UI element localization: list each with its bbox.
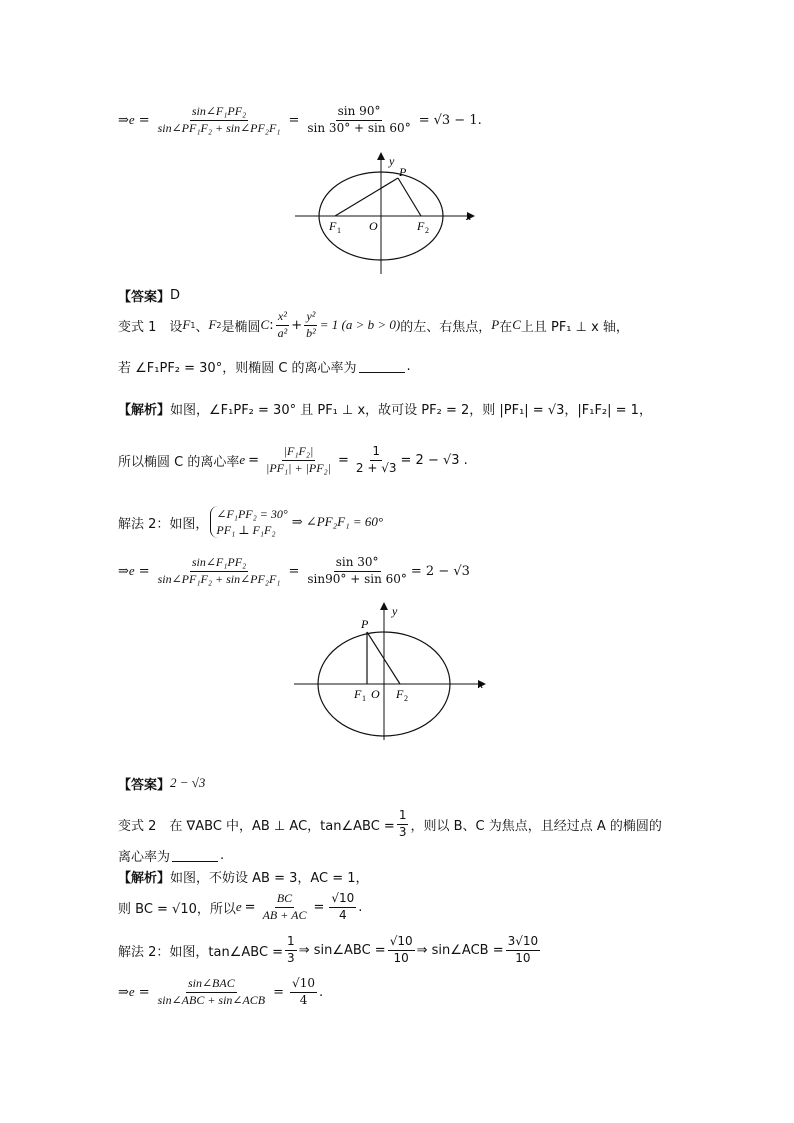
label-f1-sub: 1	[337, 226, 341, 235]
ellipse-figure-2	[292, 600, 492, 742]
eccentricity-line-1	[118, 100, 482, 140]
variant-1-line-2: 若 ∠F₁PF₂ = 30°，则椭圆 C 的离心率为 .	[118, 358, 411, 376]
fraction-1: $\frac{\text{sin∠F₁PF₂}}{\text{sin∠PF₁F₂ + sin∠PF₂F₁}}$	[157, 103, 281, 135]
fraction-2: $\frac{\sin 90^\circ}{\sin 30^\circ + \sin 60^\circ}$	[307, 103, 411, 135]
fraction-3sqrt10-10: $\frac{3√10}{10}$	[507, 933, 539, 965]
fraction-x2-a2: $\frac{\text{x²}}{\text{a²}}$	[277, 308, 288, 340]
fraction-bc: $\frac{BC}{AB + AC}$	[262, 890, 307, 922]
solution-1-line-3: ⇒ e = $\frac{\text{sin∠F₁PF₂}}{\text{sin∠PF₁F₂ + sin∠PF₂F₁}}$ = $\frac{\sin 30^\circ}{\sin 90^\circ + \sin 60^\circ}$ = 2 − √3	[118, 554, 470, 586]
label-x: x	[466, 209, 472, 223]
fraction-f1f2: $\frac{\text{|F₁F₂|}}{\text{|PF₁| + |PF₂|}}$	[266, 443, 331, 475]
answer-label: 【答案】	[118, 289, 171, 305]
answer-blank	[359, 360, 405, 373]
label-p: P	[399, 165, 407, 179]
answer-value: D	[170, 287, 181, 303]
segment-pf2	[398, 178, 421, 216]
label-o: O	[369, 219, 378, 233]
fraction-y2-b2: $\frac{\text{y²}}{\text{b²}}$	[306, 308, 316, 340]
fraction-sqrt10-10: $\frac{√10}{10}$	[389, 933, 413, 965]
solution-1-method-2: 解法 2：如图， ∠F₁PF₂ = 30° PF₁ ⊥ F₁F₂ ⇒ ∠PF₂F₁ = 60°	[118, 506, 384, 537]
fraction-sqrt10-4: $\frac{√10}{4}$	[292, 975, 315, 1007]
equals: =	[288, 112, 300, 128]
equals: =	[418, 112, 430, 128]
y-axis-arrow	[377, 152, 385, 160]
label-f1: F	[329, 219, 337, 233]
label-f1: F	[354, 687, 362, 701]
label-f2: F	[417, 219, 425, 233]
label-o: O	[371, 687, 380, 701]
result: √3 − 1.	[433, 112, 482, 128]
y-axis-arrow	[380, 602, 388, 610]
variant-2-line-2: 离心率为 .	[118, 847, 225, 865]
label-y: y	[392, 604, 398, 618]
segment-pf1	[335, 178, 398, 216]
implies-symbol: ⇒	[118, 112, 129, 128]
system-brace: ∠F₁PF₂ = 30° PF₁ ⊥ F₁F₂	[210, 506, 287, 538]
fraction-sin-1: $\frac{\text{sin∠F₁PF₂}}{\text{sin∠PF₁F₂ + sin∠PF₂F₁}}$	[157, 554, 281, 586]
variant-1-line-1: 变式 1 设 F 1 、 F 2 是椭圆 C : $\frac{\text{x²}}{\text{a²}}$ + $\frac{\text{y²}}{\text{b²}}$ = 1 (a > b > 0) 的左、右焦点， P 在 C 上且 PF₁ ⊥ x 轴，	[118, 308, 629, 340]
fraction-sin-bac: $\frac{\text{sin∠BAC}}{\text{sin∠ABC + sin∠ACB}}$	[157, 975, 266, 1007]
fraction-1-over: $\frac{1}{2 + √3}$	[355, 443, 397, 475]
fraction-one-third: $\frac{1}{3}$	[287, 933, 295, 965]
solution-2-method-2: 解法 2：如图，tan∠ABC = $\frac{1}{3}$ ⇒ sin∠ABC = $\frac{√10}{10}$ ⇒ sin∠ACB = $\frac{3√10}{10}$	[118, 933, 539, 965]
variant-2-line-1: 变式 2 在 ∇ABC 中，AB ⊥ AC，tan∠ABC = $\frac{1}{3}$ ，则以 B、C 为焦点，且经过点 A 的椭圆的	[118, 807, 662, 839]
ellipse-figure-1	[295, 150, 480, 278]
answer-value: 2 − √3	[170, 775, 206, 790]
answer-2	[118, 774, 205, 792]
solution-2-line-2: 则 BC = √10，所以 e = $\frac{BC}{AB + AC}$ = $\frac{√10}{4}$ .	[118, 890, 363, 922]
label-x: x	[478, 677, 484, 691]
fraction-sin-2: $\frac{\sin 30^\circ}{\sin 90^\circ + \sin 60^\circ}$	[307, 554, 407, 586]
solution-2-line-3: ⇒ e = $\frac{\text{sin∠BAC}}{\text{sin∠ABC + sin∠ACB}}$ = $\frac{√10}{4}$ .	[118, 975, 324, 1007]
label-f1-sub: 1	[362, 694, 366, 703]
label-y: y	[389, 154, 395, 168]
answer-label: 【答案】	[118, 777, 171, 793]
var-e: e	[128, 112, 135, 127]
answer-1	[118, 286, 180, 304]
answer-blank	[172, 849, 218, 862]
solution-1-line-2: 所以椭圆 C 的离心率 e = $\frac{\text{|F₁F₂|}}{\text{|PF₁| + |PF₂|}}$ = $\frac{1}{2 + √3}$ = 2 − √3 .	[118, 443, 468, 475]
equals: =	[138, 112, 150, 128]
solution-2-line-1: 【解析】 如图，不妨设 AB = 3，AC = 1，	[118, 870, 369, 886]
label-p: P	[361, 617, 369, 631]
fraction-sqrt10-4: $\frac{√10}{4}$	[331, 890, 355, 922]
solution-1-line-1: 【解析】 如图，∠F₁PF₂ = 30° 且 PF₁ ⊥ x，故可设 PF₂ = 2，则 |PF₁| = √3，|F₁F₂| = 1，	[118, 402, 652, 418]
label-f2: F	[396, 687, 404, 701]
label-f2-sub: 2	[425, 226, 429, 235]
fraction-one-third: $\frac{1}{3}$	[398, 807, 407, 839]
label-f2-sub: 2	[404, 694, 408, 703]
